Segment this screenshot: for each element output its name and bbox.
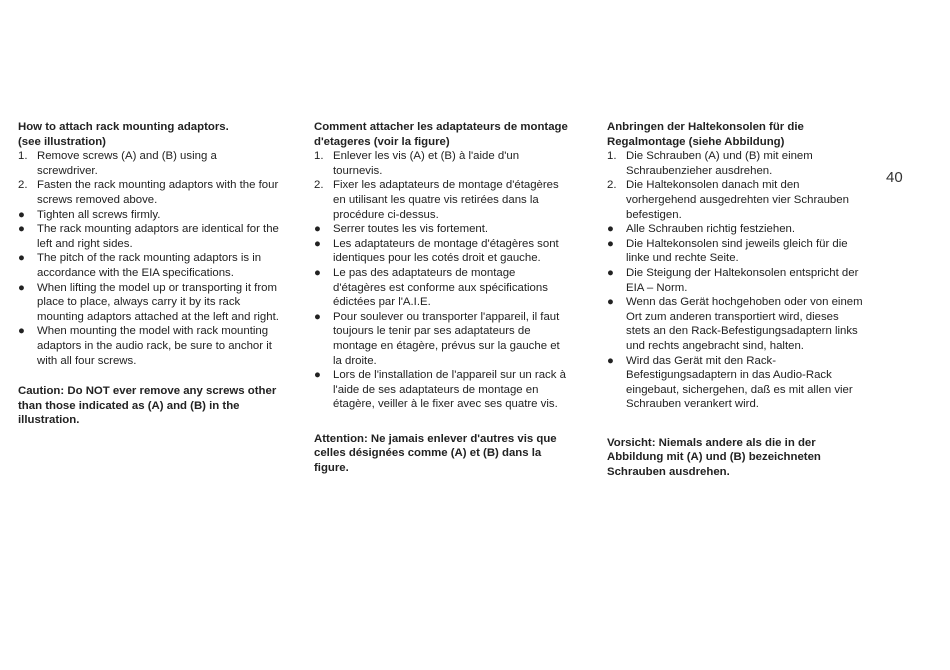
list-marker: ● — [314, 237, 321, 250]
list-marker: 1. — [18, 150, 28, 163]
list-marker: ● — [18, 325, 25, 338]
list-item — [607, 222, 863, 237]
list-marker: ● — [18, 252, 25, 265]
list-item — [314, 178, 570, 222]
list-marker: 2. — [314, 179, 324, 192]
list-item — [18, 208, 280, 223]
list-text: Die Haltekonsolen sind jeweils gleich für die linke und rechte Seite. — [626, 237, 848, 265]
german-column — [607, 120, 863, 480]
list-item — [607, 295, 863, 353]
english-caution: Caution: Do NOT ever remove any screws other than those indicated as (A) and (B) in the illustration. — [18, 385, 277, 427]
list-marker: 1. — [314, 150, 324, 163]
list-marker: ● — [607, 296, 614, 309]
list-marker: ● — [18, 208, 25, 221]
list-item — [607, 237, 863, 266]
english-column — [18, 120, 280, 428]
list-marker: ● — [314, 266, 321, 279]
english-instructions — [18, 149, 280, 368]
list-item — [314, 237, 570, 266]
german-heading: Anbringen der Haltekonsolen für die Regalmontage (siehe Abbildung) — [607, 121, 804, 148]
list-marker: 1. — [607, 150, 617, 163]
list-item — [314, 149, 570, 178]
list-marker: ● — [314, 223, 321, 236]
list-marker: ● — [607, 223, 614, 236]
list-text: Enlever les vis (A) et (B) à l'aide d'un tournevis. — [333, 150, 520, 177]
list-text: Le pas des adaptateurs de montage d'étagères est conforme aux spécifications édictées par l'A.I.E. — [333, 266, 548, 309]
list-item — [607, 178, 863, 222]
list-text: Serrer toutes les vis fortement. — [333, 223, 489, 236]
list-text: Lors de l'installation de l'appareil sur un rack à l'aide de ses adaptateurs de montage en étagère, veiller à le fixer avec ses quatre vis. — [333, 369, 566, 411]
list-text: Fixer les adaptateurs de montage d'étagères en utilisant les quatre vis retirées dans la procédure ci-dessus. — [333, 179, 559, 221]
list-item — [314, 368, 570, 412]
list-text: The rack mounting adaptors are identical for the left and right sides. — [37, 223, 279, 250]
list-text: Pour soulever ou transporter l'appareil, il faut toujours le tenir par ses adaptateurs de montage en étagère, prévus sur la gauche et la droite. — [333, 310, 560, 367]
list-item — [607, 354, 863, 412]
list-text: When lifting the model up or transporting it from place to place, always carry it by its rack mounting adaptors attached at the left and right. — [37, 281, 279, 323]
list-text: Alle Schrauben richtig festziehen. — [626, 223, 796, 236]
list-text: The pitch of the rack mounting adaptors is in accordance with the EIA specifications. — [37, 252, 262, 279]
french-instructions — [314, 149, 570, 412]
page-number: 40 — [886, 169, 903, 186]
list-text: Die Schrauben (A) und (B) mit einem Schraubenzieher ausdrehen. — [626, 150, 813, 177]
list-item — [18, 281, 280, 325]
german-caution: Vorsicht: Niemals andere als die in der Abbildung mit (A) und (B) bezeichneten Schrauben ausdrehen. — [607, 436, 821, 479]
list-text: Wird das Gerät mit den Rack-Befestigungsadaptern in das Audio-Rack eingebaut, sichergehen, daß es mit allen vier Schrauben verankert wird. — [626, 354, 853, 411]
english-heading: How to attach rack mounting adaptors. — [18, 121, 229, 133]
list-marker: ● — [18, 281, 25, 294]
list-item — [18, 251, 280, 280]
french-column — [314, 120, 570, 476]
list-text: Remove screws (A) and (B) using a screwdriver. — [37, 150, 217, 177]
list-marker: 2. — [607, 179, 617, 192]
list-item — [18, 149, 280, 178]
list-marker: ● — [18, 223, 25, 236]
list-marker: ● — [607, 354, 614, 367]
list-item — [314, 266, 570, 310]
list-marker: ● — [607, 266, 614, 279]
list-text: Fasten the rack mounting adaptors with the four screws removed above. — [37, 179, 279, 206]
list-text: Les adaptateurs de montage d'étagères sont identiques pour les cotés droit et gauche. — [333, 237, 559, 265]
list-item — [607, 149, 863, 178]
list-text: When mounting the model with rack mounting adaptors in the audio rack, be sure to anchor it with all four screws. — [37, 325, 272, 367]
list-text: Die Steigung der Haltekonsolen entspricht der EIA – Norm. — [626, 266, 859, 294]
english-subheading: (see illustration) — [18, 135, 106, 148]
list-marker: ● — [607, 237, 614, 250]
german-instructions — [607, 149, 863, 412]
french-caution: Attention: Ne jamais enlever d'autres vis que celles désignées comme (A) et (B) dans la figure. — [314, 432, 557, 475]
french-heading: Comment attacher les adaptateurs de montage d'etageres (voir la figure) — [314, 121, 568, 148]
list-marker: 2. — [18, 179, 28, 192]
list-text: Tighten all screws firmly. — [37, 208, 161, 221]
list-marker: ● — [314, 310, 321, 323]
list-item — [607, 266, 863, 295]
list-item — [314, 222, 570, 237]
list-text: Wenn das Gerät hochgehoben oder von einem Ort zum anderen transportiert wird, dieses stets an den Rack-Befestigungsadaptern links und rechts angebracht sind, halten. — [626, 296, 863, 352]
list-item — [18, 178, 280, 207]
list-item — [18, 324, 280, 368]
list-item — [18, 222, 280, 251]
list-text: Die Haltekonsolen danach mit den vorhergehend ausgedrehten vier Schrauben befestigen. — [626, 179, 849, 221]
list-marker: ● — [314, 369, 321, 382]
list-item — [314, 310, 570, 368]
